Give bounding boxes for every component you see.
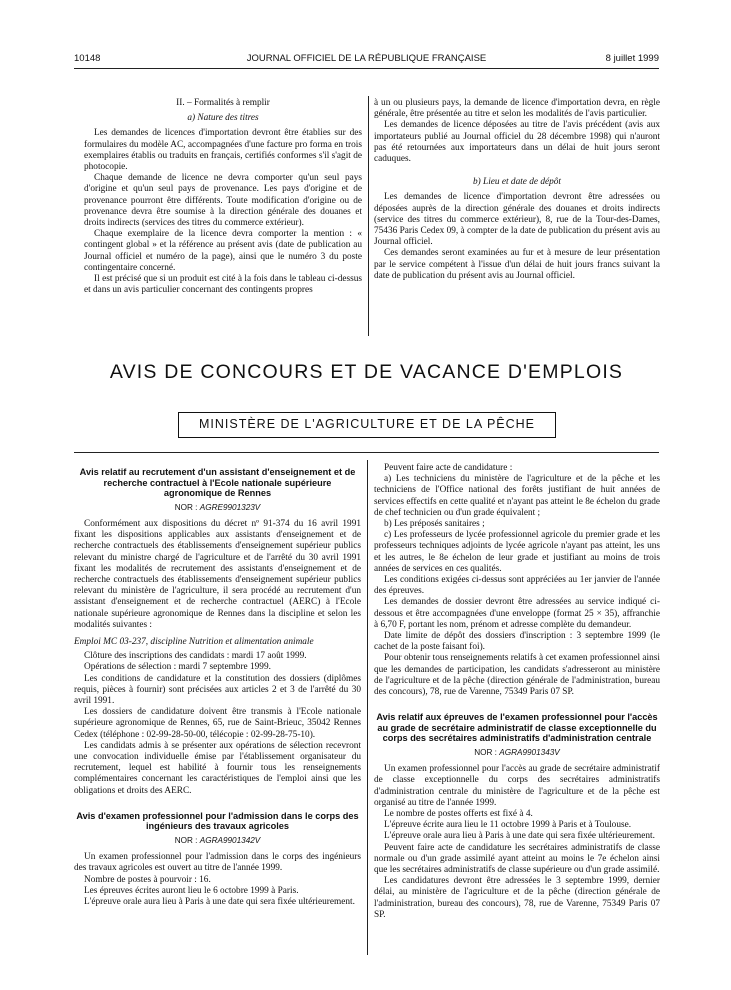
paragraph: Les conditions de candidature et la constitution des dossiers (diplômes requis, pièces à fournir) sont précisées aux articles 2 et 3 de l'arrêté du 30 avril 1991. [74,673,361,707]
paragraph: Opérations de sélection : mardi 7 septembre 1999. [84,662,271,673]
paragraph: Nombre de postes à pourvoir : 16. [84,874,211,885]
paragraph: Ces demandes seront examinées au fur et à mesure de leur présentation par le service compétent à l'issue d'un délai de huit jours francs suivant la date de publication du présent avis au Journal officiel. [374,248,660,281]
nor-reference: NOR : AGRA9901342V [174,836,261,846]
notice-title: Avis relatif aux épreuves de l'examen professionnel pour l'accès au grade de secrétaire administratif de classe exceptionnelle du corps des secrétaires administratifs d'administration centrale [376,712,658,744]
notice-title: Avis relatif au recrutement d'un assistant d'enseignement et de recherche contractuel à l'Ecole nationale supérieure agronomique de Rennes [79,467,356,499]
paragraph: Date limite de dépôt des dossiers d'inscription : 3 septembre 1999 (le cachet de la poste faisant foi). [374,631,660,653]
paragraph: Clôture des inscriptions des candidats : mardi 17 août 1999. [84,651,307,662]
paragraph: Il est précisé que si un produit est cité à la fois dans le tableau ci-dessus et dans un avis particulier concernant des contingents propres [84,274,362,296]
paragraph: Pour obtenir tous renseignements relatifs à cet examen professionnel ainsi que les demandes de participation, les candidats s'adresseront au ministère de l'agriculture et de la pêche (direction générale de l'administration, bureau des concours), 78, rue de Varenne, 75349 Paris 07 SP. [374,653,660,698]
paragraph: a) Les techniciens du ministère de l'agriculture et de la pêche et les techniciens de l'Office national des forêts justifiant de huit années de services effectifs en cette qualité et n'ayant pas atteint le 8e échelon du grade de chef technicien ou d'un grade équivalent ; [374,474,660,518]
top-right-column [374,98,660,282]
column-divider [368,96,369,336]
paragraph: à un ou plusieurs pays, la demande de licence d'importation devra, en règle générale, être présentée au titre et selon les modalités de l'avis particulier. [374,98,660,120]
nor-reference: NOR : AGRA9901343V [474,748,560,758]
nor-reference: NOR : AGRE9901323V [174,502,261,512]
paragraph: Les demandes de licence déposées au titre de l'avis précédent (avis aux importateurs publié au Journal officiel du 28 décembre 1998) qui n'auront pas été retournées aux importateurs dans un délai de huit jours seront caduques. [374,120,660,165]
subheading-b: b) Lieu et date de dépôt [472,177,562,188]
paragraph: L'épreuve orale aura lieu à Paris à une date qui sera fixée ultérieurement. [384,831,655,842]
paragraph: L'épreuve orale aura lieu à Paris à une date qui sera fixée ultérieurement. [84,897,355,908]
header-rule [74,68,659,69]
lower-right-column [374,463,660,921]
paragraph: Les dossiers de candidature doivent être transmis à l'Ecole nationale supérieure agronomique de Rennes, 65, rue de Saint-Brieuc, 35042 Rennes Cedex (téléphone : 02-99-28-50-00, télécopie : 02-99-28-75-10). [74,707,361,740]
paragraph: Chaque exemplaire de la licence devra comporter la mention : « contingent global » et la référence au présent avis (date de publication au Journal officiel et numéro de la page), ainsi que le numéro 3 du poste contingentaire concerné. [84,229,362,273]
page-number: 10148 [74,53,101,64]
paragraph: b) Les préposés sanitaires ; [384,519,485,530]
paragraph: Chaque demande de licence ne devra comporter qu'un seul pays d'origine et qu'un seul pays de provenance. Les pays d'origine et de provenance pourront être différents. Toute modification d'origine ou de provenance devra être soumise à la direction générale des douanes et droits indirects (services des titres du commerce extérieur). [84,173,362,229]
paragraph: Les épreuves écrites auront lieu le 6 octobre 1999 à Paris. [84,885,299,896]
paragraph: Les demandes de licence d'importation devront être adressées ou déposées auprès de la direction générale des douanes et droits indirects (service des titres du commerce extérieur), 8, rue de la Tour-des-Dames, 75436 Paris Cedex 09, à compter de la date de publication du présent avis au Journal officiel. [374,192,660,248]
banner-rule [74,452,659,453]
paragraph: Peuvent faire acte de candidature les secrétaires administratifs de classe normale ou d'un grade assimilé ayant atteint au moins le 7e échelon ainsi que les secrétaires administratifs de classe supérieure ou d'un grade assimilé. [374,842,660,876]
paragraph: Le nombre de postes offerts est fixé à 4. [384,809,533,820]
emploi-line: Emploi MC 03-237, discipline Nutrition et alimentation animale [74,637,314,648]
column-divider [367,460,368,955]
journal-title: JOURNAL OFFICIEL DE LA RÉPUBLIQUE FRANÇAISE [246,53,487,64]
paragraph: L'épreuve écrite aura lieu le 11 octobre 1999 à Paris et à Toulouse. [384,820,632,831]
section-banner-title: AVIS DE CONCOURS ET DE VACANCE D'EMPLOIS [109,361,624,383]
paragraph: Les candidats admis à se présenter aux opérations de sélection recevront une convocation individuelle émise par l'établissement organisateur du recrutement, lequel est habilité à fournir tous les renseignements complémentaires concernant les caractéristiques de l'emploi ainsi que les obligations et droits des AERC. [74,740,361,796]
ministry-box: MINISTÈRE DE L'AGRICULTURE ET DE LA PÊCHE [178,412,556,438]
lower-left-column [74,467,361,908]
subheading-a: a) Nature des titres [187,113,259,124]
section-heading: II. – Formalités à remplir [176,98,270,108]
notice-title: Avis d'examen professionnel pour l'admission dans le corps des ingénieurs des travaux agricoles [76,810,359,832]
paragraph: Les demandes de licences d'importation devront être établies sur des formulaires du modèle AC, accompagnées d'une facture pro forma en trois exemplaires établis ou traduits en français, certifiés conformes s'il s'agit de photocopie. [84,128,362,173]
paragraph: Les demandes de dossier devront être adressées au service indiqué ci-dessous et être accompagnées d'une enveloppe (format 25 × 35), affranchie à 6,70 F, portant les nom, prénom et adresse complète du demandeur. [374,597,660,630]
top-left-column [84,98,362,296]
paragraph: Les conditions exigées ci-dessus sont appréciées au 1er janvier de l'année des épreuves. [374,575,660,597]
issue-date: 8 juillet 1999 [605,53,659,64]
paragraph: Peuvent faire acte de candidature : [384,463,513,473]
paragraph: Un examen professionnel pour l'admission dans le corps des ingénieurs des travaux agricoles est ouvert au titre de l'année 1999. [74,852,361,874]
paragraph: Les candidatures devront être adressées le 3 septembre 1999, dernier délai, au ministère de l'agriculture et de la pêche (direction générale de l'administration, bureau des concours), 78, rue de Varenne, 75349 Paris 07 SP. [374,876,660,920]
paragraph: Un examen professionnel pour l'accès au grade de secrétaire administratif de classe exceptionnelle du corps des secrétaires administratifs d'administration centrale du ministère de l'agriculture et de la pêche est organisé au titre de l'année 1999. [374,764,660,808]
page-header [74,53,659,65]
paragraph: Conformément aux dispositions du décret nº 91-374 du 16 avril 1991 fixant les dispositions applicables aux assistants d'enseignement et de recherche contractuels des établissements d'enseignement supérieur publics relevant du ministre chargé de l'agriculture et de l'arrêté du 30 avril 1991 fixant les modalités de recrutement des assistants d'enseignement et de recherche contractuels des établissements d'enseignement supérieur publics relevant du ministère de l'agriculture, il sera procédé au recrutement d'un assistant d'enseignement et de recherche contractuel (AERC) à l'Ecole nationale supérieure agronomique de Rennes dans la discipline et selon les modalités suivantes : [74,518,361,630]
paragraph: c) Les professeurs de lycée professionnel agricole du premier grade et les professeurs techniques adjoints de lycée agricole n'ayant pas atteint, les uns et les autres, le 8e échelon de leur grade et justifiant au moins de trois années de services en ces qualités. [374,530,660,574]
